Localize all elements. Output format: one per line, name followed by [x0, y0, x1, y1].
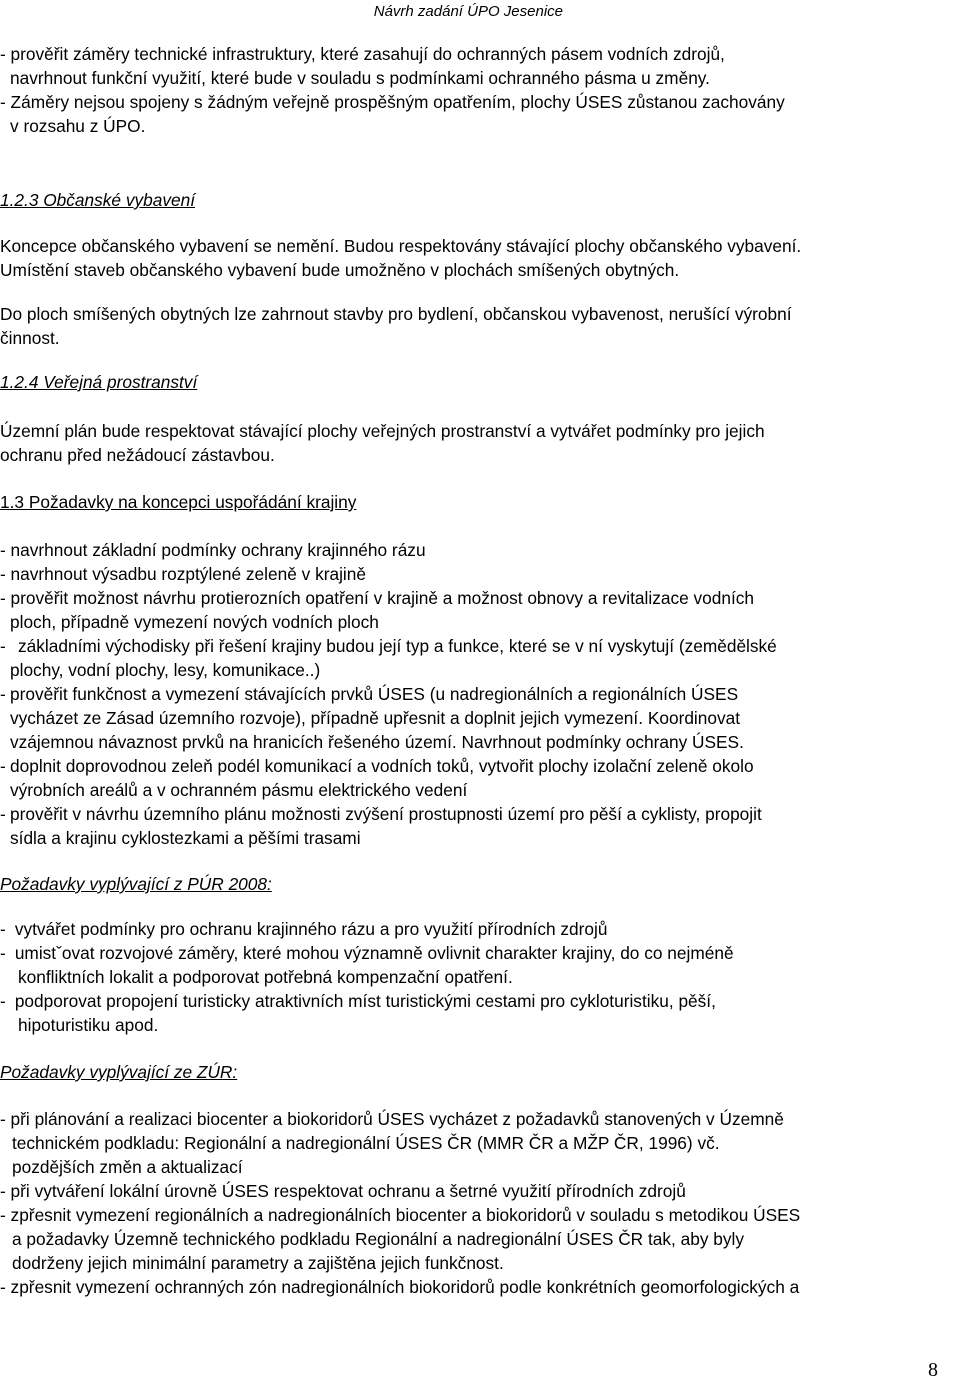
paragraph	[0, 419, 958, 467]
list-item-line: dodrženy jejich minimální parametry a zajištěna jejich funkčnost.	[12, 1253, 504, 1273]
list-item	[0, 586, 958, 634]
bullet-list	[0, 538, 958, 850]
running-header: Návrh zadání ÚPO Jesenice	[373, 3, 563, 20]
page-number: 8	[928, 1359, 938, 1381]
list-item	[0, 42, 958, 90]
list-item	[0, 90, 958, 138]
bullet-dash: -	[0, 991, 6, 1011]
paragraph-line: ochranu před nežádoucí zástavbou.	[0, 445, 275, 465]
list-item-line: - navrhnout základní podmínky ochrany krajinného rázu	[0, 540, 426, 560]
list-item-line: v rozsahu z ÚPO.	[10, 116, 146, 136]
list-item-line: umistˇovat rozvojové záměry, které mohou významně ovlivnit charakter krajiny, do co nejméně	[14, 943, 734, 963]
list-item-line: - při plánování a realizaci biocenter a biokoridorů ÚSES vycházet z požadavků stanovených v Územně	[0, 1109, 784, 1129]
list-item	[0, 538, 958, 562]
paragraph-line: Koncepce občanského vybavení se nemění. Budou respektovány stávající plochy občanského vybavení.	[0, 236, 802, 256]
list-item-line: ploch, případně vymezení nových vodních ploch	[10, 612, 379, 632]
paragraph-line: Umístění staveb občanského vybavení bude umožněno v plochách smíšených obytných.	[0, 260, 680, 280]
list-item-line: pozdějších změn a aktualizací	[12, 1157, 243, 1177]
bullet-dash: -	[0, 804, 6, 824]
list-item-line: technickém podkladu: Regionální a nadregionální ÚSES ČR (MMR ČR a MŽP ČR, 1996) vč.	[12, 1133, 720, 1153]
paragraph	[0, 234, 958, 282]
list-item-line: sídla a krajinu cyklostezkami a pěšími trasami	[10, 828, 361, 848]
list-item-line: vytvářet podmínky pro ochranu krajinného rázu a pro využití přírodních zdrojů	[14, 919, 608, 939]
list-item-line: doplnit doprovodnou zeleň podél komunikací a vodních toků, vytvořit plochy izolační zeleně okolo	[10, 756, 754, 776]
list-item	[0, 917, 958, 941]
list-item	[0, 802, 958, 850]
list-item-line: podporovat propojení turisticky atraktivních míst turistickými cestami pro cykloturistiku, pěší,	[14, 991, 716, 1011]
list-item	[0, 1179, 958, 1203]
list-item-line: - prověřit možnost návrhu protierozních opatření v krajině a možnost obnovy a revitalizace vodních	[0, 588, 755, 608]
list-item	[0, 754, 958, 802]
list-item-line: vzájemnou návaznost prvků na hranicích řešeného území. Navrhnout podmínky ochrany ÚSES.	[10, 732, 744, 752]
list-item	[0, 634, 958, 682]
list-item-line: - Záměry nejsou spojeny s žádným veřejně prospěšným opatřením, plochy ÚSES zůstanou zachovány	[0, 92, 785, 112]
paragraph-line: Do ploch smíšených obytných lze zahrnout stavby pro bydlení, občanskou vybavenost, nerušící výrobní	[0, 304, 792, 324]
list-item	[0, 562, 958, 586]
list-item	[0, 989, 958, 1037]
list-item	[0, 941, 958, 989]
list-item-line: prověřit funkčnost a vymezení stávajících prvků ÚSES (u nadregionálních a regionálních ÚSES	[10, 684, 739, 704]
list-item	[0, 682, 958, 754]
list-item-line: základními východisky při řešení krajiny budou její typ a funkce, které se v ní vyskytují (zemědělské	[18, 636, 777, 656]
section-heading: 1.3 Požadavky na koncepci uspořádání krajiny	[0, 492, 357, 512]
list-item	[0, 1203, 958, 1275]
paragraph-line: činnost.	[0, 328, 60, 348]
list-item-line: - při vytváření lokální úrovně ÚSES respektovat ochranu a šetrné využití přírodních zdrojů	[0, 1181, 686, 1201]
list-item-line: - zpřesnit vymezení ochranných zón nadregionálních biokoridorů podle konkrétních geomorfologických a	[0, 1277, 800, 1297]
list-item-line: vycházet ze Zásad územního rozvoje), případně upřesnit a doplnit jejich vymezení. Koordinovat	[10, 708, 741, 728]
list-item	[0, 1275, 958, 1299]
intro-list	[0, 42, 958, 138]
list-item-line: - prověřit záměry technické infrastruktury, které zasahují do ochranných pásem vodních zdrojů,	[0, 44, 725, 64]
bullet-list	[0, 917, 958, 1037]
paragraph	[0, 302, 958, 350]
section-heading: Požadavky vyplývající ze ZÚR:	[0, 1062, 238, 1082]
bullet-dash: -	[0, 919, 6, 939]
list-item	[0, 1107, 958, 1179]
section-heading: 1.2.3 Občanské vybavení	[0, 190, 196, 210]
list-item-line: plochy, vodní plochy, lesy, komunikace..)	[10, 660, 321, 680]
section-heading: 1.2.4 Veřejná prostranství	[0, 372, 198, 392]
list-item-line: konfliktních lokalit a podporovat potřebná kompenzační opatření.	[18, 967, 513, 987]
bullet-dash: -	[0, 943, 6, 963]
list-item-line: a požadavky Územně technického podkladu Regionální a nadregionální ÚSES ČR tak, aby byly	[12, 1229, 745, 1249]
list-item-line: navrhnout funkční využití, které bude v souladu s podmínkami ochranného pásma u změny.	[10, 68, 710, 88]
paragraph-line: Územní plán bude respektovat stávající plochy veřejných prostranství a vytvářet podmínky pro jejich	[0, 421, 765, 441]
bullet-dash: -	[0, 684, 6, 704]
bullet-dash: -	[0, 636, 6, 656]
section-heading: Požadavky vyplývající z PÚR 2008:	[0, 874, 272, 894]
list-item-line: - zpřesnit vymezení regionálních a nadregionálních biocenter a biokoridorů v souladu s metodikou ÚSES	[0, 1205, 801, 1225]
bullet-dash: -	[0, 756, 6, 776]
list-item-line: - navrhnout výsadbu rozptýlené zeleně v krajině	[0, 564, 366, 584]
list-item-line: prověřit v návrhu územního plánu možnosti zvýšení prostupnosti území pro pěší a cyklisty, propojit	[10, 804, 762, 824]
bullet-list	[0, 1107, 958, 1299]
list-item-line: hipoturistiku apod.	[18, 1015, 159, 1035]
list-item-line: výrobních areálů a v ochranném pásmu elektrického vedení	[10, 780, 468, 800]
